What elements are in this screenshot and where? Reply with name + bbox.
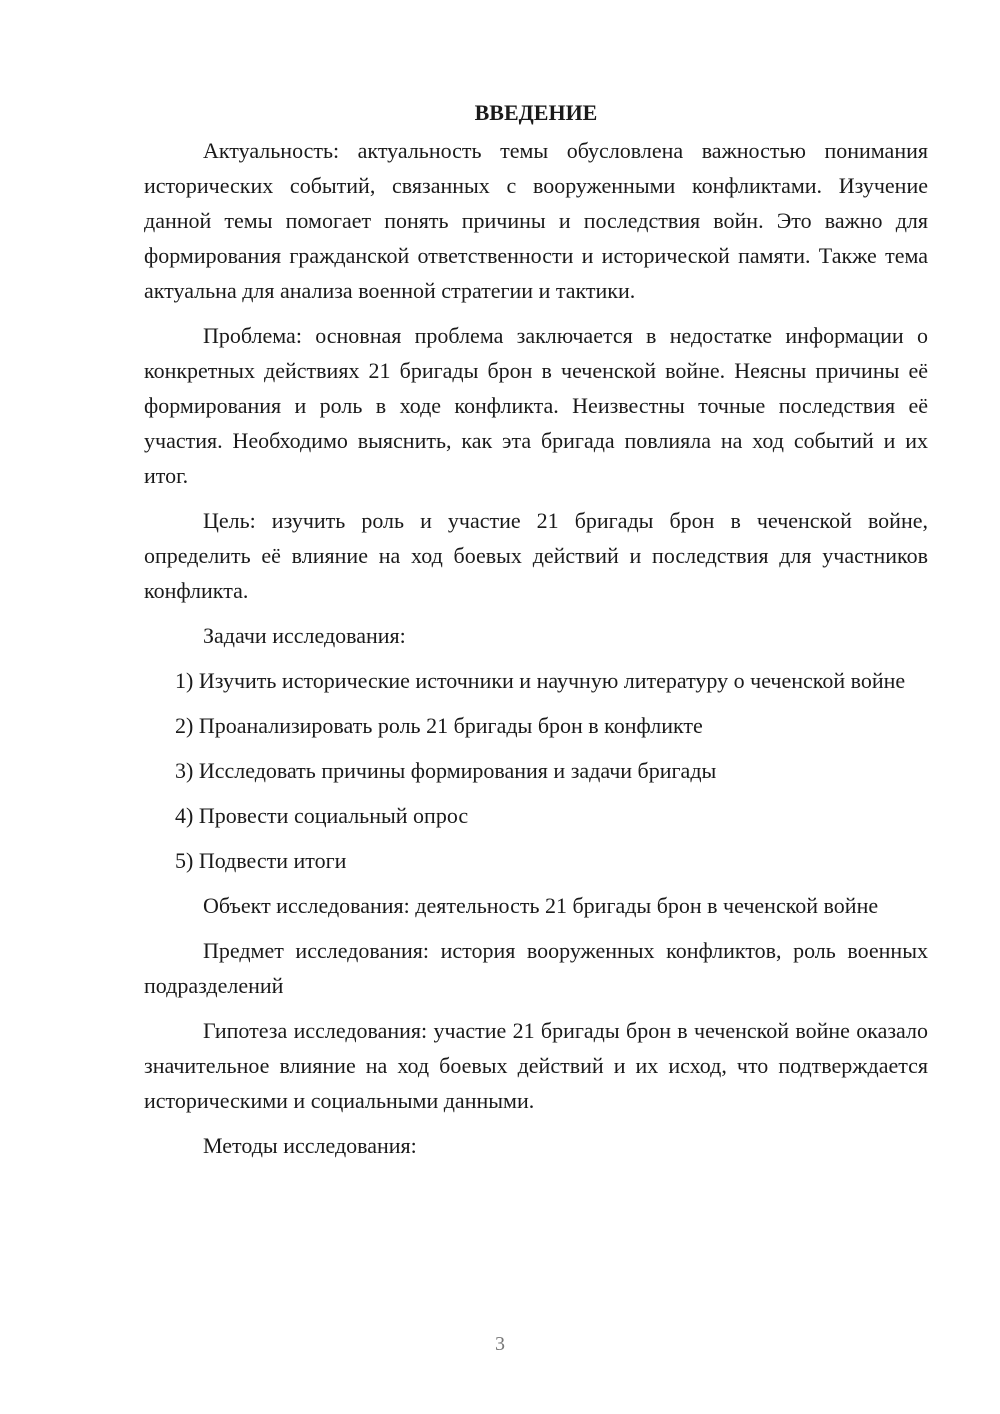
tasks-list: [144, 663, 928, 878]
document-page: [144, 92, 928, 1173]
goal-paragraph: Цель: изучить роль и участие 21 бригады брон в чеченской войне, определить её влияние на ход боевых действий и последствия для участников конфликта.: [144, 508, 928, 603]
object-paragraph: Объект исследования: деятельность 21 бригады брон в чеченской войне: [203, 893, 879, 918]
section-heading: ВВЕДЕНИЕ: [474, 100, 598, 125]
hypothesis-paragraph: Гипотеза исследования: участие 21 бригады брон в чеченской войне оказало значительное влияние на ход боевых действий и их исход, что подтверждается историческими и социальными данными.: [144, 1018, 928, 1113]
page-number: 3: [495, 1333, 505, 1355]
methods-heading: Методы исследования:: [203, 1133, 417, 1158]
task-item: 3) Исследовать причины формирования и задачи бригады: [175, 758, 717, 783]
task-item: 4) Провести социальный опрос: [175, 803, 469, 828]
task-item: 5) Подвести итоги: [175, 848, 347, 873]
tasks-heading: Задачи исследования:: [203, 623, 406, 648]
task-item: 1) Изучить исторические источники и научную литературу о чеченской войне: [175, 668, 906, 693]
problem-paragraph: Проблема: основная проблема заключается в недостатке информации о конкретных действиях 21 бригады брон в чеченской войне. Неясны причины её формирования и роль в ходе конфликта. Неизвестны точные последствия её участия. Необходимо выяснить, как эта бригада повлияла на ход событий и их итог.: [144, 323, 928, 488]
relevance-paragraph: Актуальность: актуальность темы обусловлена важностью понимания исторических событий, связанных с вооруженными конфликтами. Изучение данной темы помогает понять причины и последствия войн. Это важно для формирования гражданской ответственности и исторической памяти. Также тема актуальна для анализа военной стратегии и тактики.: [144, 138, 928, 303]
task-item: 2) Проанализировать роль 21 бригады брон в конфликте: [175, 713, 703, 738]
subject-paragraph: Предмет исследования: история вооруженных конфликтов, роль военных подразделений: [144, 938, 928, 998]
